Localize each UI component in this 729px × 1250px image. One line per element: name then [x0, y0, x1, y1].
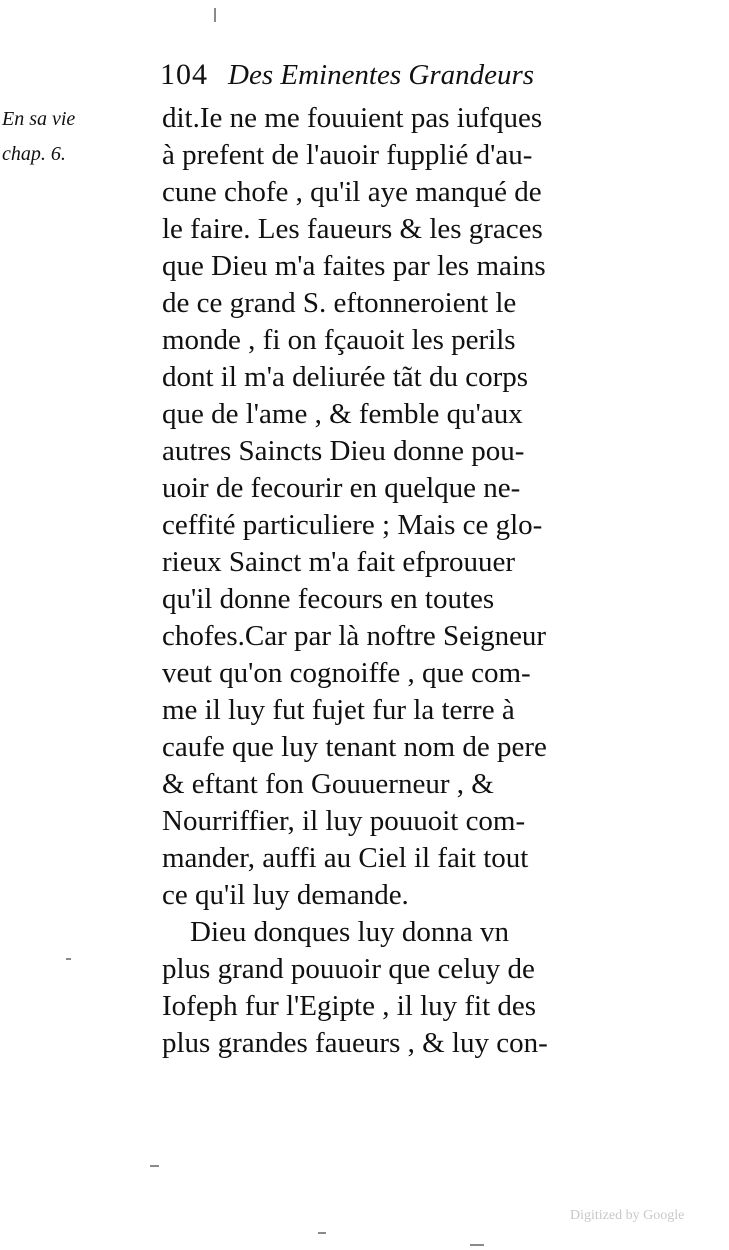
- digitization-watermark: Digitized by Google: [570, 1208, 685, 1223]
- text-line: mander, auffi au Ciel il fait tout: [162, 842, 529, 874]
- text-line: veut qu'on cognoiffe , que com-: [162, 657, 531, 689]
- stray-ink-mark-left: [66, 958, 71, 960]
- text-line: de ce grand S. eftonneroient le: [162, 287, 517, 319]
- text-line: me il luy fut fujet fur la terre à: [162, 694, 515, 726]
- paragraph-first-line: Dieu donques luy donna vn: [190, 916, 509, 948]
- text-line: ce qu'il luy demande.: [162, 879, 409, 911]
- text-line: caufe que luy tenant nom de pere: [162, 731, 547, 763]
- text-line: le faire. Les faueurs & les graces: [162, 213, 543, 245]
- text-line: que Dieu m'a faites par les mains: [162, 250, 546, 282]
- stray-ink-mark-foot-right: [470, 1244, 484, 1246]
- text-line: plus grandes faueurs , & luy con-: [162, 1027, 548, 1059]
- text-line: que de l'ame , & femble qu'aux: [162, 398, 523, 430]
- body-text: [162, 100, 632, 1062]
- text-line: Nourriffier, il luy pouuoit com-: [162, 805, 526, 837]
- text-line: monde , fi on fçauoit les perils: [162, 324, 516, 356]
- text-line: ceffité particuliere ; Mais ce glo-: [162, 509, 543, 541]
- text-line: Iofeph fur l'Egipte , il luy fit des: [162, 990, 537, 1022]
- margin-note-line-2: chap. 6.: [2, 143, 66, 165]
- text-line: cune chofe , qu'il aye manqué de: [162, 176, 542, 208]
- text-line: & eftant fon Gouuerneur , &: [162, 768, 494, 800]
- text-line: autres Saincts Dieu donne pou-: [162, 435, 525, 467]
- running-title: Des Eminentes Grandeurs: [228, 59, 535, 91]
- text-line: qu'il donne fecours en toutes: [162, 583, 495, 615]
- text-line: rieux Sainct m'a fait efprouuer: [162, 546, 516, 578]
- stray-ink-mark-foot: [318, 1232, 326, 1234]
- text-line: uoir de fecourir en quelque ne-: [162, 472, 521, 504]
- stray-ink-mark-bottom: [150, 1165, 159, 1167]
- stray-ink-mark-top: [214, 8, 216, 22]
- text-line: chofes.Car par là noftre Seigneur: [162, 620, 547, 652]
- text-line: dit.Ie ne me fouuient pas iufques: [162, 102, 543, 134]
- text-line: dont il m'a deliurée tãt du corps: [162, 361, 529, 393]
- text-line: plus grand pouuoir que celuy de: [162, 953, 535, 985]
- page-number: 104: [160, 58, 208, 91]
- page-header: [160, 58, 620, 98]
- text-line: à prefent de l'auoir fupplié d'au-: [162, 139, 533, 171]
- margin-note-line-1: En sa vie: [2, 108, 76, 130]
